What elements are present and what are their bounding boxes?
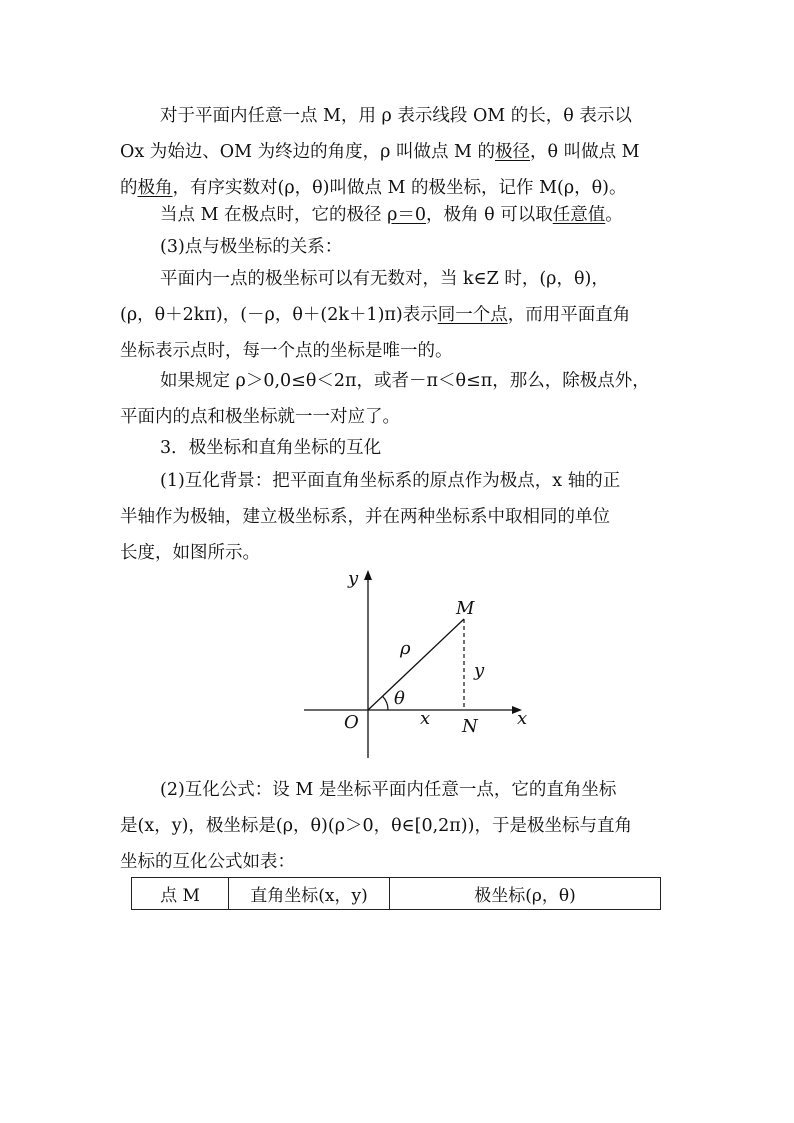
label-point-n: N [462, 716, 478, 737]
text-span: ，极角 θ 可以取 [426, 205, 553, 225]
paragraph-conversion-formula [120, 772, 680, 880]
label-theta: θ [394, 688, 405, 709]
table-header-rectangular: 直角坐标(x，y) [229, 878, 390, 910]
paragraph-conversion-background [120, 463, 680, 571]
text-line: (3)点与极坐标的关系： [160, 237, 343, 257]
paragraph-one-to-one [120, 363, 680, 435]
text-line: 对于平面内任意一点 M，用 ρ 表示线段 OM 的长，θ 表示以 [160, 106, 632, 126]
label-y-axis: y [348, 568, 359, 589]
text-line: 平面内一点的极坐标可以有无数对，当 k∈Z 时，(ρ，θ)， [160, 269, 609, 289]
text-line: (1)互化背景：把平面直角坐标系的原点作为极点，x 轴的正 [160, 471, 621, 491]
table-header-polar: 极坐标(ρ，θ) [390, 878, 661, 910]
text-span: 当点 M 在极点时，它的极径 [160, 205, 388, 225]
text-line [120, 134, 680, 170]
y-axis-arrow-icon [364, 570, 372, 580]
text-line: 3．极坐标和直角坐标的互化 [160, 438, 382, 458]
label-x-axis: x [517, 708, 528, 729]
section-heading-conversion [120, 430, 680, 466]
text-line: 平面内的点和极坐标就一一对应了。 [120, 407, 400, 427]
table-header-point: 点 M [132, 878, 229, 910]
text-span: 的 [120, 178, 138, 198]
label-y-segment: y [474, 660, 485, 681]
text-line: (2)互化公式：设 M 是坐标平面内任意一点，它的直角坐标 [160, 780, 617, 800]
label-rho: ρ [400, 638, 411, 659]
text-line: 如果规定 ρ＞0,0≤θ＜2π，或者－π＜θ≤π，那么，除极点外， [160, 371, 650, 391]
paragraph-infinite-coordinates [120, 261, 680, 369]
term-polar-angle: 极角 [137, 178, 173, 198]
label-x-segment: x [420, 708, 431, 729]
term-any-value: 任意值 [552, 205, 606, 225]
angle-theta-arc [383, 696, 389, 710]
term-rho-zero: ρ＝0 [387, 205, 427, 225]
text-span: ，有序实数对(ρ，θ)叫做点 M 的极坐标，记作 M(ρ，θ)。 [172, 178, 627, 198]
text-line: 坐标的互化公式如表： [120, 852, 295, 872]
text-span: 。 [605, 205, 623, 225]
term-polar-radius: 极径 [495, 142, 531, 162]
text-span: ，θ 叫做点 M [530, 142, 640, 162]
text-line: 坐标表示点时，每一个点的坐标是唯一的。 [120, 341, 453, 361]
label-origin: O [344, 712, 359, 733]
text-span: Ox 为始边、OM 为终边的角度，ρ 叫做点 M 的 [120, 142, 496, 162]
polar-rectangular-figure [300, 566, 540, 766]
text-line: 长度，如图所示。 [120, 543, 260, 563]
table-header-row [132, 878, 661, 910]
text-span: ，而用平面直角 [507, 305, 631, 325]
conversion-table [131, 877, 661, 910]
text-line [120, 197, 680, 233]
term-same-point: 同一个点 [437, 305, 508, 325]
paragraph-pole-case [120, 197, 680, 233]
subheading-point-polar-relation [120, 229, 680, 265]
text-span: (ρ，θ＋2kπ)，(－ρ，θ＋(2k＋1)π)表示 [120, 305, 438, 325]
label-point-m: M [456, 598, 475, 619]
text-line [120, 297, 680, 333]
text-line: 是(x，y)，极坐标是(ρ，θ)(ρ＞0，θ∈[0,2π))，于是极坐标与直角 [120, 816, 632, 836]
paragraph-polar-definition [120, 98, 680, 206]
text-line: 半轴作为极轴，建立极坐标系，并在两种坐标系中取相同的单位 [120, 507, 610, 527]
